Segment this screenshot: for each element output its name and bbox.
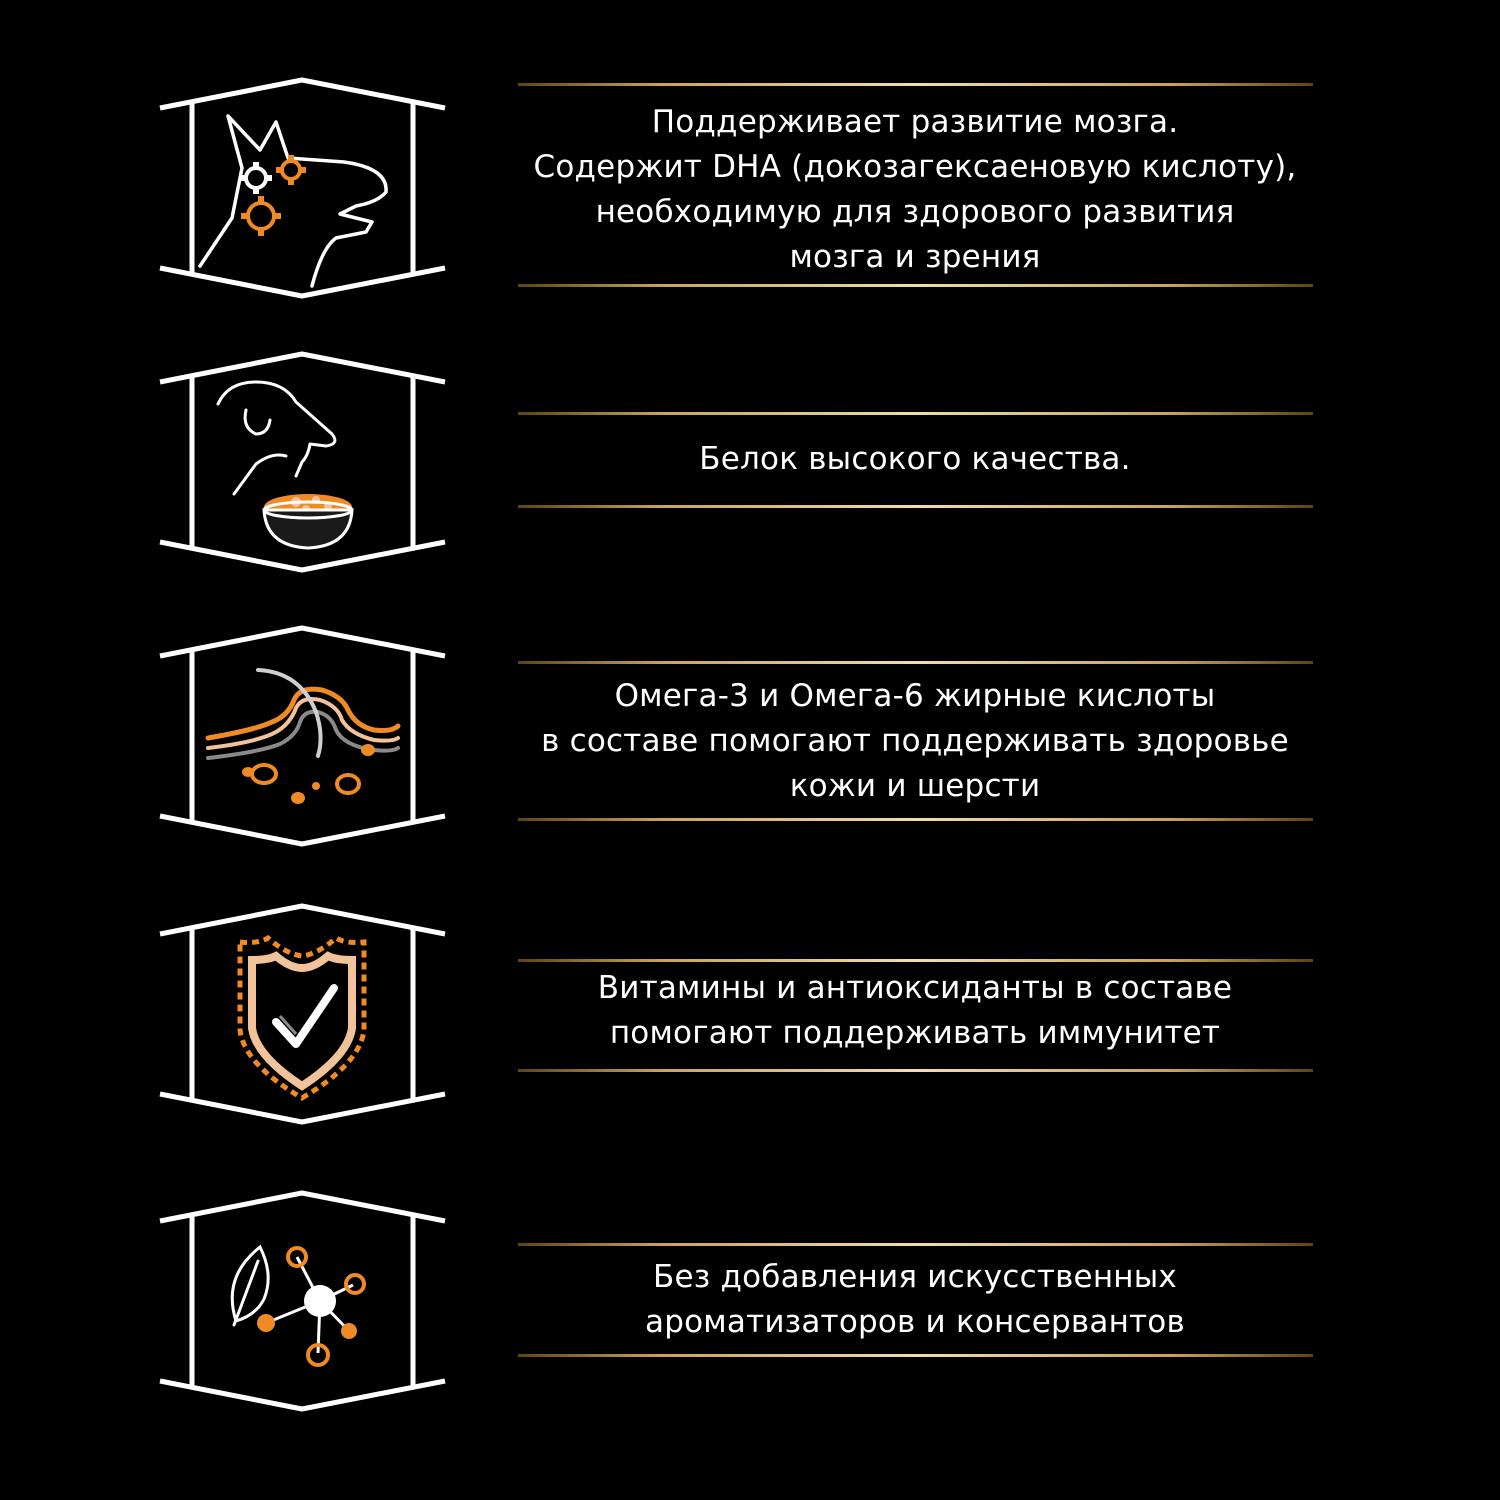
feature-5-line-1: Без добавления искусственных — [653, 1259, 1177, 1295]
feature-5-top-divider — [518, 1243, 1313, 1246]
feature-1-line-2: Содержит DHA (докозагексаеновую кислоту), — [533, 149, 1297, 185]
feature-2-badge — [160, 352, 445, 572]
dog-brain-gears-icon — [160, 78, 445, 298]
leaf-molecule-icon — [160, 1191, 445, 1411]
feature-4-line-2: помогают поддерживать иммунитет — [609, 1015, 1221, 1051]
feature-1-line-3: необходимую для здорового развития — [595, 194, 1235, 230]
feature-4-line-1: Витамины и антиоксиданты в составе — [597, 970, 1233, 1006]
feature-5-bottom-divider — [518, 1354, 1313, 1357]
immunity-shield-check-icon — [160, 904, 445, 1124]
feature-5-description — [490, 1255, 1340, 1345]
feature-1-description — [490, 100, 1340, 280]
feature-1-badge — [160, 78, 445, 298]
feature-4-badge — [160, 904, 445, 1124]
feature-1-line-1: Поддерживает развитие мозга. — [651, 104, 1179, 140]
feature-1-bottom-divider — [518, 284, 1313, 287]
feature-3-bottom-divider — [518, 818, 1313, 821]
feature-1-line-4: мозга и зрения — [789, 239, 1041, 275]
feature-5-line-2: ароматизаторов и консервантов — [645, 1304, 1185, 1340]
feature-1-top-divider — [518, 83, 1313, 86]
feature-3-line-3: кожи и шерсти — [789, 768, 1041, 804]
feature-2-bottom-divider — [518, 505, 1313, 508]
feature-4-bottom-divider — [518, 1069, 1313, 1072]
feature-4-top-divider — [518, 959, 1313, 962]
skin-hair-follicle-icon — [160, 626, 445, 846]
puppy-food-bowl-icon — [160, 352, 445, 572]
feature-2-description — [490, 437, 1340, 482]
feature-3-line-1: Омега-3 и Омега-6 жирные кислоты — [614, 678, 1216, 714]
feature-2-top-divider — [518, 412, 1313, 415]
feature-3-description — [490, 674, 1340, 809]
feature-3-badge — [160, 626, 445, 846]
feature-4-description — [490, 966, 1340, 1056]
feature-5-badge — [160, 1191, 445, 1411]
feature-3-line-2: в составе помогают поддерживать здоровье — [541, 723, 1289, 759]
feature-3-top-divider — [518, 661, 1313, 664]
feature-2-line-1: Белок высокого качества. — [699, 441, 1131, 477]
